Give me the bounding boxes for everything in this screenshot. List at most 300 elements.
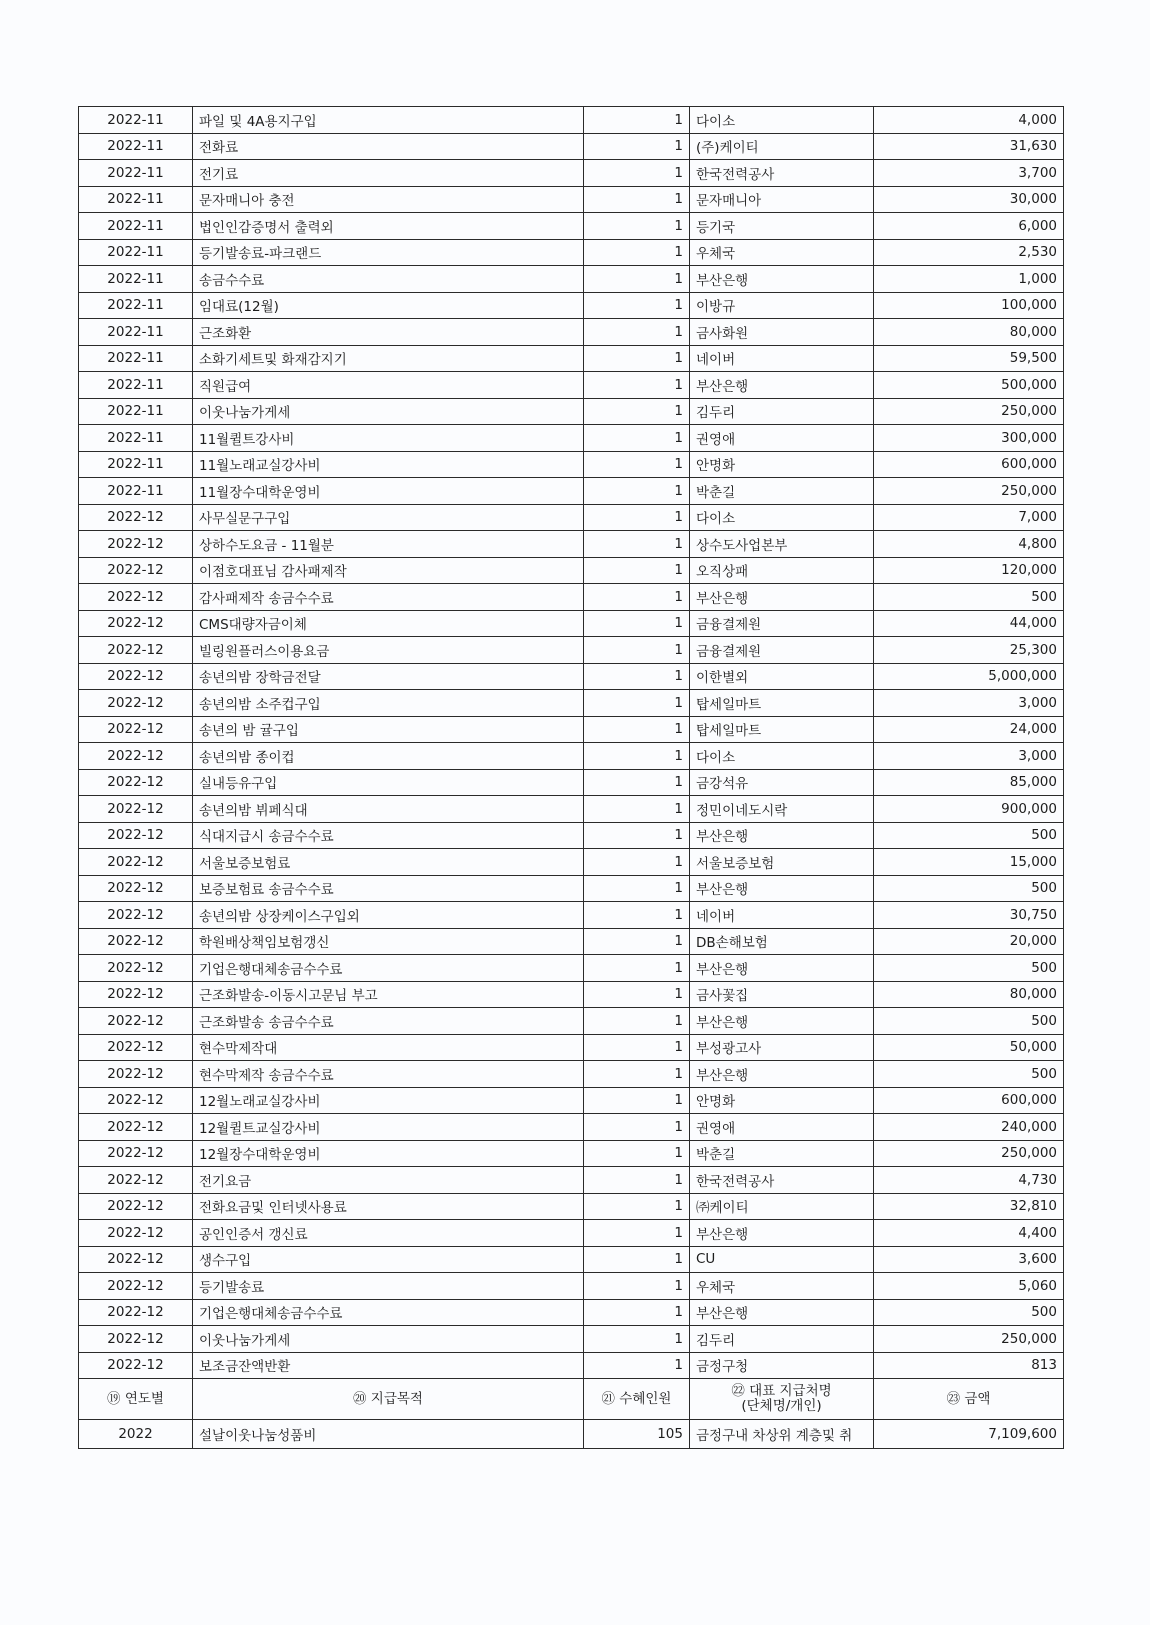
cell-count: 1 [584, 1114, 690, 1141]
cell-payee: DB손해보험 [690, 928, 874, 955]
table-row [79, 822, 1064, 849]
table-row [79, 504, 1064, 531]
cell-year: 2022-12 [79, 875, 193, 902]
cell-payee: ㈜케이티 [690, 1193, 874, 1220]
cell-payee: 안명화 [690, 451, 874, 478]
table-row [79, 239, 1064, 266]
cell-count: 1 [584, 1246, 690, 1273]
cell-purpose: 소화기세트및 화재감지기 [193, 345, 584, 372]
cell-count: 1 [584, 1220, 690, 1247]
header-payee-line1: ㉒ 대표 지급처명 [731, 1383, 832, 1399]
cell-year: 2022-11 [79, 372, 193, 399]
cell-count: 1 [584, 186, 690, 213]
cell-year: 2022-12 [79, 902, 193, 929]
table-row [79, 769, 1064, 796]
cell-purpose: 직원급여 [193, 372, 584, 399]
cell-count: 1 [584, 769, 690, 796]
table-row [79, 1299, 1064, 1326]
cell-amount: 900,000 [874, 796, 1064, 823]
cell-purpose: 현수막제작 송금수수료 [193, 1061, 584, 1088]
cell-year: 2022-12 [79, 1246, 193, 1273]
cell-purpose: 12월장수대학운영비 [193, 1140, 584, 1167]
cell-payee: 한국전력공사 [690, 160, 874, 187]
cell-amount: 85,000 [874, 769, 1064, 796]
cell-count: 1 [584, 1167, 690, 1194]
table-row [79, 637, 1064, 664]
cell-count: 1 [584, 425, 690, 452]
table-row [79, 319, 1064, 346]
cell-purpose: 생수구입 [193, 1246, 584, 1273]
table-row [79, 133, 1064, 160]
cell-purpose: 사무실문구구입 [193, 504, 584, 531]
cell-year: 2022-12 [79, 1034, 193, 1061]
cell-year: 2022-12 [79, 1087, 193, 1114]
cell-payee: 부산은행 [690, 372, 874, 399]
cell-amount: 31,630 [874, 133, 1064, 160]
cell-payee: 부산은행 [690, 875, 874, 902]
cell-count: 1 [584, 849, 690, 876]
cell-payee: 안명화 [690, 1087, 874, 1114]
cell-purpose: 전화요금및 인터넷사용료 [193, 1193, 584, 1220]
cell-amount: 250,000 [874, 1140, 1064, 1167]
table-row [79, 1352, 1064, 1379]
table-row [79, 1220, 1064, 1247]
cell-amount: 500 [874, 955, 1064, 982]
cell-count: 1 [584, 875, 690, 902]
expense-ledger-table [78, 106, 1064, 1449]
table-row [79, 160, 1064, 187]
cell-payee: 금융결제원 [690, 610, 874, 637]
cell-count: 1 [584, 822, 690, 849]
cell-purpose: 전화료 [193, 133, 584, 160]
cell-payee: 박춘길 [690, 1140, 874, 1167]
cell-purpose: 실내등유구입 [193, 769, 584, 796]
table-row [79, 478, 1064, 505]
cell-purpose: 근조화발송 송금수수료 [193, 1008, 584, 1035]
cell-year: 2022-12 [79, 663, 193, 690]
cell-purpose: 법인인감증명서 출력외 [193, 213, 584, 240]
cell-payee: 부성광고사 [690, 1034, 874, 1061]
cell-amount: 4,730 [874, 1167, 1064, 1194]
cell-amount: 250,000 [874, 478, 1064, 505]
cell-payee: 정민이네도시락 [690, 796, 874, 823]
cell-count: 1 [584, 743, 690, 770]
cell-payee: 부산은행 [690, 1220, 874, 1247]
cell-amount: 250,000 [874, 398, 1064, 425]
summary-payee: 금정구내 차상위 계층및 취 [690, 1420, 874, 1449]
header-count: ㉑ 수혜인원 [584, 1379, 690, 1420]
table-row [79, 531, 1064, 558]
cell-payee: 금사꽃집 [690, 981, 874, 1008]
cell-count: 1 [584, 610, 690, 637]
cell-year: 2022-12 [79, 637, 193, 664]
cell-payee: 네이버 [690, 345, 874, 372]
cell-amount: 240,000 [874, 1114, 1064, 1141]
cell-count: 1 [584, 239, 690, 266]
cell-purpose: 기업은행대체송금수수료 [193, 955, 584, 982]
cell-count: 1 [584, 584, 690, 611]
cell-count: 1 [584, 690, 690, 717]
cell-count: 1 [584, 663, 690, 690]
cell-payee: 권영애 [690, 425, 874, 452]
cell-payee: 부산은행 [690, 822, 874, 849]
cell-purpose: 이웃나눔가게세 [193, 398, 584, 425]
ledger-body [79, 107, 1064, 1379]
cell-year: 2022-12 [79, 1140, 193, 1167]
cell-amount: 50,000 [874, 1034, 1064, 1061]
cell-payee: 네이버 [690, 902, 874, 929]
cell-payee: 다이소 [690, 504, 874, 531]
table-row [79, 796, 1064, 823]
cell-payee: 이한별외 [690, 663, 874, 690]
cell-count: 1 [584, 902, 690, 929]
cell-amount: 500 [874, 584, 1064, 611]
cell-year: 2022-12 [79, 690, 193, 717]
cell-purpose: 학원배상책임보험갱신 [193, 928, 584, 955]
cell-year: 2022-11 [79, 160, 193, 187]
cell-amount: 44,000 [874, 610, 1064, 637]
table-row [79, 584, 1064, 611]
cell-purpose: 11월장수대학운영비 [193, 478, 584, 505]
cell-payee: 박춘길 [690, 478, 874, 505]
cell-purpose: 등기발송료 [193, 1273, 584, 1300]
header-amount: ㉓ 금액 [874, 1379, 1064, 1420]
cell-amount: 5,060 [874, 1273, 1064, 1300]
cell-purpose: 이웃나눔가게세 [193, 1326, 584, 1353]
cell-payee: 한국전력공사 [690, 1167, 874, 1194]
cell-amount: 30,000 [874, 186, 1064, 213]
cell-year: 2022-12 [79, 928, 193, 955]
cell-purpose: 12월퀼트교실강사비 [193, 1114, 584, 1141]
table-row [79, 1087, 1064, 1114]
cell-count: 1 [584, 133, 690, 160]
cell-amount: 500,000 [874, 372, 1064, 399]
cell-amount: 59,500 [874, 345, 1064, 372]
cell-year: 2022-12 [79, 769, 193, 796]
cell-payee: (주)케이티 [690, 133, 874, 160]
table-row [79, 372, 1064, 399]
cell-purpose: CMS대량자금이체 [193, 610, 584, 637]
cell-payee: 오직상패 [690, 557, 874, 584]
cell-amount: 100,000 [874, 292, 1064, 319]
header-payee-line2: (단체명/개인) [741, 1398, 822, 1414]
cell-purpose: 보조금잔액반환 [193, 1352, 584, 1379]
cell-payee: 권영애 [690, 1114, 874, 1141]
cell-count: 1 [584, 637, 690, 664]
cell-count: 1 [584, 398, 690, 425]
cell-purpose: 송년의밤 종이컵 [193, 743, 584, 770]
cell-purpose: 파일 및 4A용지구입 [193, 107, 584, 134]
table-row [79, 690, 1064, 717]
cell-year: 2022-12 [79, 1220, 193, 1247]
cell-purpose: 현수막제작대 [193, 1034, 584, 1061]
cell-count: 1 [584, 557, 690, 584]
cell-purpose: 송금수수료 [193, 266, 584, 293]
cell-amount: 15,000 [874, 849, 1064, 876]
cell-purpose: 기업은행대체송금수수료 [193, 1299, 584, 1326]
table-row [79, 981, 1064, 1008]
cell-amount: 120,000 [874, 557, 1064, 584]
cell-year: 2022-12 [79, 1299, 193, 1326]
cell-payee: 김두리 [690, 398, 874, 425]
cell-payee: 우체국 [690, 239, 874, 266]
cell-amount: 250,000 [874, 1326, 1064, 1353]
cell-count: 1 [584, 928, 690, 955]
table-row [79, 1061, 1064, 1088]
summary-purpose: 설날이웃나눔성품비 [193, 1420, 584, 1449]
table-row [79, 213, 1064, 240]
cell-purpose: 송년의밤 뷔페식대 [193, 796, 584, 823]
table-row [79, 849, 1064, 876]
cell-year: 2022-11 [79, 478, 193, 505]
table-row [79, 716, 1064, 743]
cell-count: 1 [584, 1299, 690, 1326]
cell-purpose: 송년의밤 소주컵구입 [193, 690, 584, 717]
cell-amount: 24,000 [874, 716, 1064, 743]
cell-payee: 다이소 [690, 743, 874, 770]
cell-amount: 7,000 [874, 504, 1064, 531]
cell-purpose: 등기발송료-파크랜드 [193, 239, 584, 266]
cell-count: 1 [584, 531, 690, 558]
cell-amount: 80,000 [874, 981, 1064, 1008]
cell-year: 2022-12 [79, 743, 193, 770]
summary-amount: 7,109,600 [874, 1420, 1064, 1449]
cell-year: 2022-11 [79, 292, 193, 319]
cell-amount: 4,800 [874, 531, 1064, 558]
cell-amount: 32,810 [874, 1193, 1064, 1220]
cell-amount: 500 [874, 822, 1064, 849]
cell-year: 2022-12 [79, 796, 193, 823]
header-payee [690, 1379, 874, 1420]
table-row [79, 743, 1064, 770]
cell-year: 2022-11 [79, 239, 193, 266]
cell-purpose: 송년의밤 상장케이스구입외 [193, 902, 584, 929]
cell-amount: 600,000 [874, 451, 1064, 478]
cell-amount: 6,000 [874, 213, 1064, 240]
table-row [79, 955, 1064, 982]
cell-amount: 500 [874, 1008, 1064, 1035]
table-row [79, 1140, 1064, 1167]
summary-count: 105 [584, 1420, 690, 1449]
cell-purpose: 전기요금 [193, 1167, 584, 1194]
cell-purpose: 보증보험료 송금수수료 [193, 875, 584, 902]
cell-year: 2022-12 [79, 1352, 193, 1379]
cell-amount: 4,400 [874, 1220, 1064, 1247]
table-row [79, 902, 1064, 929]
cell-year: 2022-11 [79, 319, 193, 346]
cell-purpose: 11월퀼트강사비 [193, 425, 584, 452]
cell-count: 1 [584, 213, 690, 240]
cell-amount: 3,600 [874, 1246, 1064, 1273]
cell-amount: 3,000 [874, 690, 1064, 717]
cell-amount: 300,000 [874, 425, 1064, 452]
cell-payee: 상수도사업본부 [690, 531, 874, 558]
cell-payee: 부산은행 [690, 266, 874, 293]
cell-year: 2022-11 [79, 398, 193, 425]
table-row [79, 1167, 1064, 1194]
cell-amount: 5,000,000 [874, 663, 1064, 690]
cell-count: 1 [584, 1326, 690, 1353]
cell-payee: 우체국 [690, 1273, 874, 1300]
cell-count: 1 [584, 796, 690, 823]
cell-year: 2022-11 [79, 133, 193, 160]
cell-payee: 등기국 [690, 213, 874, 240]
table-row [79, 875, 1064, 902]
cell-year: 2022-12 [79, 1193, 193, 1220]
summary-row [79, 1420, 1064, 1449]
cell-year: 2022-11 [79, 107, 193, 134]
cell-year: 2022-12 [79, 955, 193, 982]
cell-amount: 600,000 [874, 1087, 1064, 1114]
cell-payee: 금사화원 [690, 319, 874, 346]
cell-amount: 20,000 [874, 928, 1064, 955]
cell-payee: 부산은행 [690, 1299, 874, 1326]
table-row [79, 1326, 1064, 1353]
cell-payee: 부산은행 [690, 584, 874, 611]
cell-amount: 500 [874, 1061, 1064, 1088]
cell-year: 2022-12 [79, 849, 193, 876]
cell-amount: 2,530 [874, 239, 1064, 266]
table-row [79, 186, 1064, 213]
cell-year: 2022-12 [79, 1167, 193, 1194]
cell-year: 2022-12 [79, 610, 193, 637]
cell-count: 1 [584, 1273, 690, 1300]
cell-payee: 탑세일마트 [690, 716, 874, 743]
cell-amount: 500 [874, 875, 1064, 902]
cell-count: 1 [584, 372, 690, 399]
cell-amount: 3,700 [874, 160, 1064, 187]
cell-count: 1 [584, 319, 690, 346]
cell-amount: 500 [874, 1299, 1064, 1326]
cell-payee: 김두리 [690, 1326, 874, 1353]
cell-purpose: 임대료(12월) [193, 292, 584, 319]
table-row [79, 1034, 1064, 1061]
cell-year: 2022-12 [79, 557, 193, 584]
column-header-row [79, 1379, 1064, 1420]
cell-payee: CU [690, 1246, 874, 1273]
table-row [79, 1193, 1064, 1220]
cell-count: 1 [584, 292, 690, 319]
cell-purpose: 11월노래교실강사비 [193, 451, 584, 478]
cell-year: 2022-12 [79, 1061, 193, 1088]
cell-purpose: 전기료 [193, 160, 584, 187]
cell-purpose: 송년의 밤 귤구입 [193, 716, 584, 743]
cell-count: 1 [584, 160, 690, 187]
table-row [79, 557, 1064, 584]
table-row [79, 292, 1064, 319]
table-row [79, 451, 1064, 478]
cell-payee: 부산은행 [690, 1008, 874, 1035]
cell-year: 2022-12 [79, 1273, 193, 1300]
table-row [79, 1246, 1064, 1273]
table-row [79, 425, 1064, 452]
table-row [79, 107, 1064, 134]
cell-purpose: 12월노래교실강사비 [193, 1087, 584, 1114]
cell-count: 1 [584, 345, 690, 372]
cell-amount: 1,000 [874, 266, 1064, 293]
cell-year: 2022-11 [79, 213, 193, 240]
cell-year: 2022-12 [79, 1326, 193, 1353]
cell-payee: 문자매니아 [690, 186, 874, 213]
cell-count: 1 [584, 478, 690, 505]
cell-purpose: 송년의밤 장학금전달 [193, 663, 584, 690]
table-row [79, 266, 1064, 293]
cell-count: 1 [584, 1034, 690, 1061]
cell-amount: 25,300 [874, 637, 1064, 664]
table-row [79, 663, 1064, 690]
cell-count: 1 [584, 1140, 690, 1167]
cell-amount: 3,000 [874, 743, 1064, 770]
cell-amount: 813 [874, 1352, 1064, 1379]
cell-count: 1 [584, 107, 690, 134]
cell-count: 1 [584, 504, 690, 531]
cell-year: 2022-12 [79, 716, 193, 743]
cell-year: 2022-12 [79, 1114, 193, 1141]
table-row [79, 398, 1064, 425]
cell-payee: 다이소 [690, 107, 874, 134]
cell-purpose: 근조화발송-이동시고문님 부고 [193, 981, 584, 1008]
cell-count: 1 [584, 955, 690, 982]
cell-purpose: 공인인증서 갱신료 [193, 1220, 584, 1247]
cell-payee: 부산은행 [690, 955, 874, 982]
cell-purpose: 서울보증보험료 [193, 849, 584, 876]
table-row [79, 1114, 1064, 1141]
table-row [79, 345, 1064, 372]
cell-payee: 금강석유 [690, 769, 874, 796]
table-row [79, 1273, 1064, 1300]
cell-payee: 금융결제원 [690, 637, 874, 664]
cell-count: 1 [584, 1352, 690, 1379]
cell-count: 1 [584, 1193, 690, 1220]
header-year: ⑲ 연도별 [79, 1379, 193, 1420]
cell-payee: 서울보증보험 [690, 849, 874, 876]
cell-year: 2022-11 [79, 186, 193, 213]
cell-year: 2022-11 [79, 266, 193, 293]
cell-year: 2022-11 [79, 451, 193, 478]
table-row [79, 1008, 1064, 1035]
table-row [79, 610, 1064, 637]
cell-amount: 80,000 [874, 319, 1064, 346]
cell-year: 2022-12 [79, 504, 193, 531]
cell-purpose: 이점호대표님 감사패제작 [193, 557, 584, 584]
cell-amount: 4,000 [874, 107, 1064, 134]
header-purpose: ⑳ 지급목적 [193, 1379, 584, 1420]
cell-year: 2022-11 [79, 425, 193, 452]
cell-count: 1 [584, 981, 690, 1008]
cell-purpose: 감사패제작 송금수수료 [193, 584, 584, 611]
cell-count: 1 [584, 1061, 690, 1088]
cell-payee: 탑세일마트 [690, 690, 874, 717]
cell-year: 2022-12 [79, 531, 193, 558]
cell-count: 1 [584, 1087, 690, 1114]
cell-payee: 금정구청 [690, 1352, 874, 1379]
cell-year: 2022-12 [79, 981, 193, 1008]
cell-payee: 이방규 [690, 292, 874, 319]
cell-year: 2022-12 [79, 1008, 193, 1035]
cell-year: 2022-12 [79, 822, 193, 849]
cell-payee: 부산은행 [690, 1061, 874, 1088]
cell-count: 1 [584, 451, 690, 478]
summary-year: 2022 [79, 1420, 193, 1449]
cell-amount: 30,750 [874, 902, 1064, 929]
cell-purpose: 문자매니아 충전 [193, 186, 584, 213]
cell-year: 2022-12 [79, 584, 193, 611]
cell-count: 1 [584, 266, 690, 293]
cell-purpose: 빌링원플러스이용요금 [193, 637, 584, 664]
cell-count: 1 [584, 1008, 690, 1035]
cell-purpose: 상하수도요금 - 11월분 [193, 531, 584, 558]
cell-count: 1 [584, 716, 690, 743]
